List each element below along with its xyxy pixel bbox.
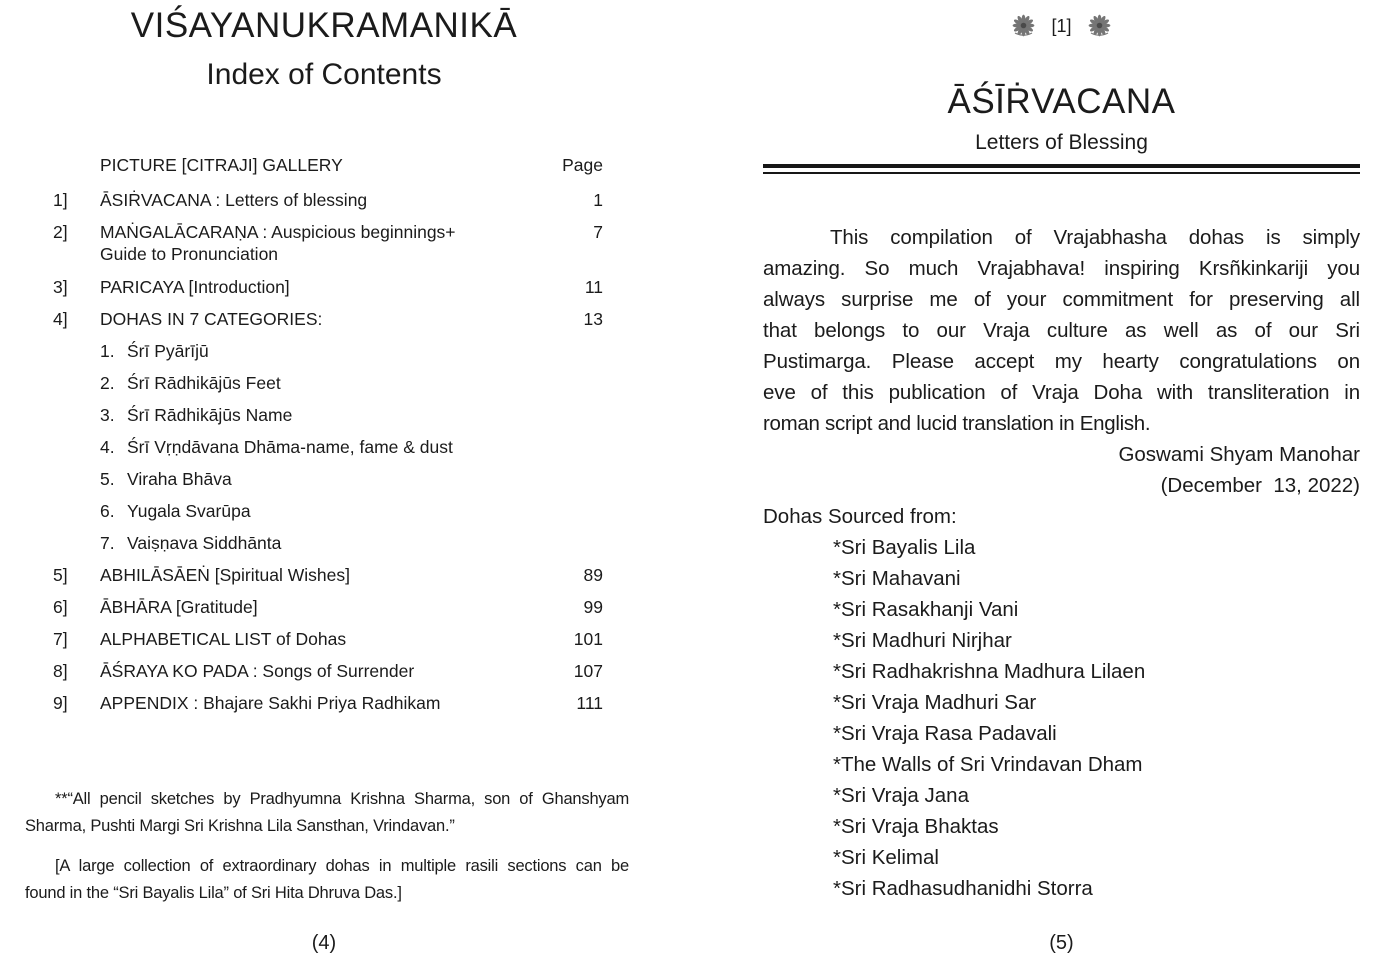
source-item: *Sri Radhakrishna Madhura Lilaen bbox=[833, 660, 1146, 683]
category-label: Yugala Svarūpa bbox=[127, 501, 251, 521]
paragraph-line: eve of this publication of Vraja Doha with transliteration in bbox=[763, 381, 1360, 404]
toc-row bbox=[25, 309, 603, 330]
toc-item-number: 5] bbox=[53, 565, 68, 585]
sources-list bbox=[763, 532, 1360, 904]
toc-item-label: ĀBHĀRA [Gratitude] bbox=[100, 597, 258, 617]
toc-header-num-spacer bbox=[25, 155, 100, 176]
source-item: *Sri Bayalis Lila bbox=[833, 536, 976, 559]
blessing-paragraph bbox=[763, 222, 1360, 439]
toc-row bbox=[25, 277, 603, 298]
category-label: Śrī Rādhikājūs Name bbox=[127, 405, 293, 425]
sources-heading: Dohas Sourced from: bbox=[763, 505, 957, 528]
category-label: Śrī Pyārījū bbox=[127, 341, 209, 361]
doha-categories-list bbox=[100, 341, 603, 554]
footnote-line: [A large collection of extraordinary dohas in multiple rasili sections can be bbox=[55, 857, 629, 875]
toc-item-page: 11 bbox=[584, 277, 603, 297]
paragraph-line: that belongs to our Vraja culture as well as of our Sri bbox=[763, 319, 1360, 342]
footnotes bbox=[25, 786, 629, 920]
category-label: Vaiṣṇava Siddhānta bbox=[127, 533, 282, 553]
toc-item-number: 6] bbox=[53, 597, 68, 617]
source-item: *Sri Vraja Madhuri Sar bbox=[833, 691, 1037, 714]
toc-row bbox=[25, 222, 603, 266]
category-number: 3. bbox=[100, 405, 115, 425]
source-item: *Sri Rasakhanji Vani bbox=[833, 598, 1019, 621]
toc-item-label-line2: Guide to Pronunciation bbox=[100, 244, 279, 264]
toc-item-page: 99 bbox=[583, 597, 603, 617]
category-number: 5. bbox=[100, 469, 115, 489]
right-page-number: (5) bbox=[1049, 932, 1074, 954]
toc-item-number: 2] bbox=[53, 222, 68, 242]
source-item: *Sri Radhasudhanidhi Storra bbox=[833, 877, 1093, 900]
category-row bbox=[100, 469, 603, 490]
category-number: 6. bbox=[100, 501, 115, 521]
category-number: 1. bbox=[100, 341, 115, 361]
category-number: 7. bbox=[100, 533, 115, 553]
toc-row bbox=[25, 597, 603, 618]
left-page-title: VIŚAYANUKRAMANIKĀ bbox=[130, 6, 518, 45]
right-page-header bbox=[763, 14, 1360, 38]
footnote-line: **“All pencil sketches by Pradhyumna Krishna Sharma, son of Ghanshyam bbox=[55, 790, 629, 808]
toc-header-row bbox=[25, 155, 603, 176]
toc-item-label: APPENDIX : Bhajare Sakhi Priya Radhikam bbox=[100, 693, 441, 713]
toc-item-label: ĀŚRAYA KO PADA : Songs of Surrender bbox=[100, 661, 415, 681]
toc-item-page: 89 bbox=[583, 565, 603, 585]
category-row bbox=[100, 437, 603, 458]
flower-rosette-icon bbox=[1010, 14, 1037, 38]
toc-item-number: 9] bbox=[53, 693, 68, 713]
toc-row bbox=[25, 661, 603, 682]
toc-item-page: 101 bbox=[573, 629, 603, 649]
toc-row bbox=[25, 190, 603, 211]
toc-item-number: 3] bbox=[53, 277, 68, 297]
source-item: *Sri Vraja Rasa Padavali bbox=[833, 722, 1057, 745]
toc-item-label: PARICAYA [Introduction] bbox=[100, 277, 290, 297]
toc-item-page: 13 bbox=[583, 309, 603, 329]
toc-row bbox=[25, 629, 603, 650]
author-name: Goswami Shyam Manohar bbox=[1118, 443, 1360, 466]
toc-item-label: ABHILĀSĀEṄ [Spiritual Wishes] bbox=[100, 565, 350, 585]
right-page-subtitle: Letters of Blessing bbox=[975, 131, 1148, 154]
footnote-line: Sharma, Pushti Margi Sri Krishna Lila Sansthan, Vrindavan.” bbox=[25, 817, 455, 835]
toc-row bbox=[25, 693, 603, 714]
footnote-line: found in the “Sri Bayalis Lila” of Sri Hita Dhruva Das.] bbox=[25, 884, 402, 902]
double-rule-divider bbox=[763, 164, 1360, 174]
toc-item-label-line1: MAṄGALĀCARAṆA : Auspicious beginnings+ bbox=[100, 222, 456, 242]
source-item: *Sri Vraja Jana bbox=[833, 784, 969, 807]
source-item: *The Walls of Sri Vrindavan Dham bbox=[833, 753, 1143, 776]
category-row bbox=[100, 533, 603, 554]
right-page-title: ĀŚĪṘVACANA bbox=[947, 82, 1176, 121]
left-page-number: (4) bbox=[311, 932, 337, 954]
table-of-contents bbox=[25, 155, 603, 725]
toc-item-label: DOHAS IN 7 CATEGORIES: bbox=[100, 309, 323, 329]
toc-item-number: 8] bbox=[53, 661, 68, 681]
footnote-collection bbox=[25, 853, 629, 907]
category-number: 4. bbox=[100, 437, 115, 457]
toc-item-page: 111 bbox=[576, 693, 603, 713]
blessing-letter bbox=[763, 222, 1360, 904]
letter-date: (December 13, 2022) bbox=[1160, 474, 1360, 497]
category-number: 2. bbox=[100, 373, 115, 393]
footnote-sketches bbox=[25, 786, 629, 840]
toc-gallery-heading: PICTURE [CITRAJI] GALLERY bbox=[100, 155, 343, 175]
category-row bbox=[100, 405, 603, 426]
source-item: *Sri Madhuri Nirjhar bbox=[833, 629, 1012, 652]
toc-item-label: ALPHABETICAL LIST of Dohas bbox=[100, 629, 347, 649]
right-page bbox=[763, 0, 1360, 971]
category-label: Śrī Rādhikājūs Feet bbox=[127, 373, 281, 393]
toc-item-label bbox=[100, 222, 548, 266]
category-row bbox=[100, 501, 603, 522]
paragraph-line: roman script and lucid translation in English. bbox=[763, 412, 1151, 435]
category-label: Śrī Vṛṇdāvana Dhāma-name, fame & dust bbox=[127, 437, 453, 457]
toc-item-page: 107 bbox=[573, 661, 603, 681]
flower-rosette-icon bbox=[1086, 14, 1113, 38]
toc-item-number: 7] bbox=[53, 629, 68, 649]
source-item: *Sri Kelimal bbox=[833, 846, 939, 869]
paragraph-line: amazing. So much Vrajabhava! inspiring Krsñkinkariji you bbox=[763, 257, 1360, 280]
left-page bbox=[25, 0, 629, 971]
paragraph-line: always surprise me of your commitment for preserving all bbox=[763, 288, 1360, 311]
paragraph-line: Pustimarga. Please accept my hearty congratulations on bbox=[763, 350, 1360, 373]
left-page-subtitle: Index of Contents bbox=[206, 58, 442, 91]
toc-item-page: 7 bbox=[593, 222, 603, 242]
toc-page-column-heading: Page bbox=[562, 155, 603, 175]
category-row bbox=[100, 373, 603, 394]
page-marker: [1] bbox=[1051, 15, 1072, 36]
source-item: *Sri Vraja Bhaktas bbox=[833, 815, 999, 838]
category-row bbox=[100, 341, 603, 362]
toc-item-page: 1 bbox=[593, 190, 603, 210]
source-item: *Sri Mahavani bbox=[833, 567, 961, 590]
toc-row bbox=[25, 565, 603, 586]
toc-item-number: 4] bbox=[53, 309, 68, 329]
category-label: Viraha Bhāva bbox=[127, 469, 232, 489]
paragraph-line: This compilation of Vrajabhasha dohas is simply bbox=[830, 226, 1360, 249]
toc-item-label: ĀSIṘVACANA : Letters of blessing bbox=[100, 190, 368, 210]
toc-item-number: 1] bbox=[53, 190, 68, 210]
